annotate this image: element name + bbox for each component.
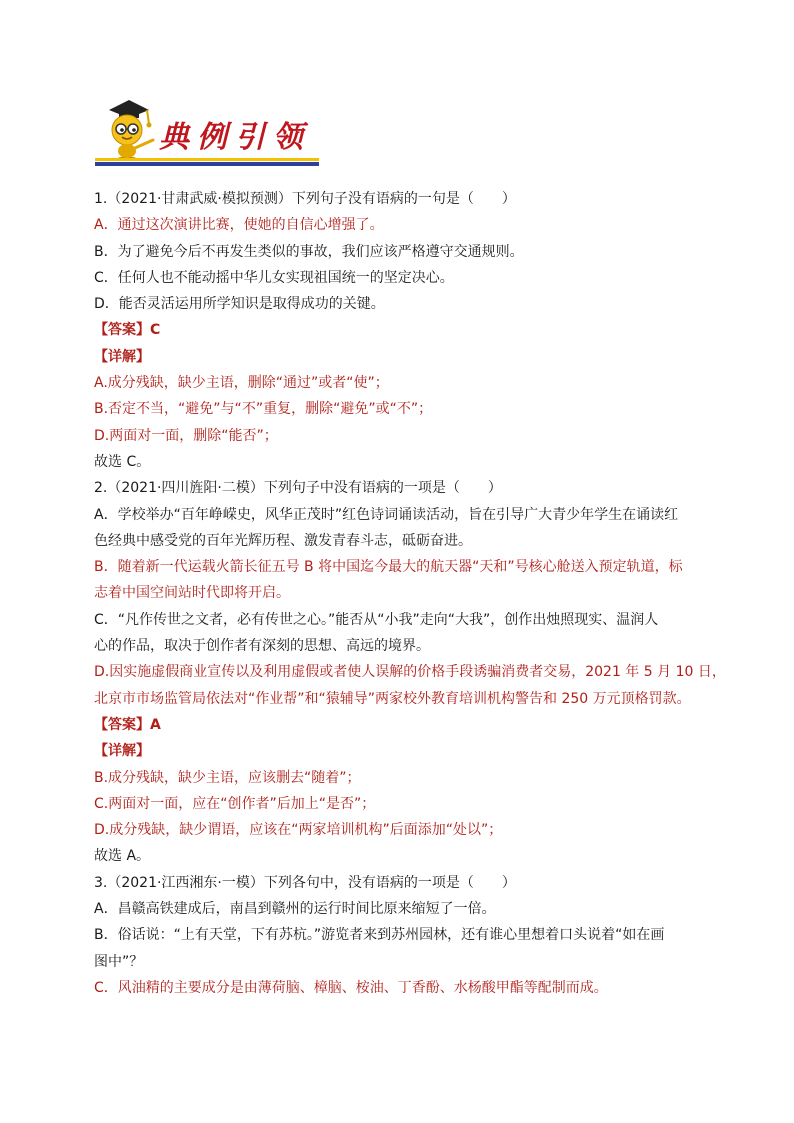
question-2-stem: 2.（2021·四川旌阳·二模）下列句子中没有语病的一项是（ ） [94, 480, 502, 497]
question-2-option-d-line-2: 北京市市场监管局依法对“作业帮”和“猿辅导”两家校外教育培训机构警告和 250 万元顶格罚款。 [94, 690, 691, 707]
question-2-option-a-line-1: A．学校举办“百年峥嵘史，风华正茂时”红色诗词诵读活动，旨在引导广大青少年学生在诵读红 [94, 506, 679, 523]
question-2-explanation-b: B.成分残缺，缺少主语，应该删去“随着”； [94, 769, 361, 786]
banner-underline-blue [95, 162, 319, 166]
question-1-answer: 【答案】C [94, 322, 161, 339]
question-2-option-d-line-1: D.因实施虚假商业宣传以及利用虚假或者使人误解的价格手段诱骗消费者交易，2021 年 5 月 10 日， [94, 664, 726, 681]
mascot-icon [95, 96, 159, 162]
question-3-option-b-line-1: B．俗话说：“上有天堂，下有苏杭。”游览者来到苏州园林，还有谁心里想着口头说着“如在画 [94, 927, 665, 944]
banner-title: 典例引领 [159, 120, 311, 155]
question-3-option-a: A．昌赣高铁建成后，南昌到赣州的运行时间比原来缩短了一倍。 [94, 901, 496, 918]
question-1-detail-heading: 【详解】 [94, 348, 150, 365]
question-2-option-c-line-1: C．“凡作传世之文者，必有传世之心。”能否从“小我”走向“大我”，创作出烛照现实、温润人 [94, 611, 659, 628]
question-3-option-c: C．风油精的主要成分是由薄荷脑、樟脑、桉油、丁香酚、水杨酸甲酯等配制而成。 [94, 979, 608, 996]
question-1-option-b: B．为了避免今后不再发生类似的事故，我们应该严格遵守交通规则。 [94, 243, 524, 260]
question-2-option-b-line-2: 志着中国空间站时代即将开启。 [94, 585, 290, 602]
question-1-stem: 1.（2021·甘肃武威·模拟预测）下列句子没有语病的一句是（ ） [94, 191, 516, 207]
question-1-option-d: D．能否灵活运用所学知识是取得成功的关键。 [94, 296, 385, 313]
banner-underline-yellow [95, 158, 319, 161]
question-1-explanation-a: A.成分残缺，缺少主语，删除“通过”或者“使”； [94, 375, 389, 392]
question-1-explanation-b: B.否定不当，“避免”与“不”重复，删除“避免”或“不”； [94, 401, 433, 418]
question-1-option-a: A．通过这次演讲比赛，使她的自信心增强了。 [94, 217, 384, 234]
question-2-answer: 【答案】A [94, 716, 161, 733]
question-2-option-c-line-2: 心的作品，取决于创作者有深刻的思想、高远的境界。 [94, 638, 430, 655]
question-3-option-b-line-2: 图中”？ [94, 953, 144, 970]
question-list [94, 186, 726, 1001]
question-2-conclusion: 故选 A。 [94, 848, 151, 865]
question-2-option-a-line-2: 色经典中感受党的百年光辉历程、激发青春斗志，砥砺奋进。 [94, 532, 472, 549]
question-3-stem: 3.（2021·江西湘东·一模）下列各句中，没有语病的一项是（ ） [94, 874, 516, 891]
question-2-detail-heading: 【详解】 [94, 743, 150, 760]
section-banner [95, 96, 325, 168]
question-2-explanation-d: D.成分残缺，缺少谓语，应该在“两家培训机构”后面添加“处以”； [94, 822, 503, 839]
question-1-option-c: C．任何人也不能动摇中华儿女实现祖国统一的坚定决心。 [94, 269, 454, 286]
question-1-conclusion: 故选 C。 [94, 453, 151, 470]
question-2-explanation-c: C.两面对一面，应在“创作者”后加上“是否”； [94, 795, 376, 812]
question-2-option-b-line-1: B．随着新一代运载火箭长征五号 B 将中国迄今最大的航天器“天和”号核心舱送入预定轨道，标 [94, 559, 683, 576]
question-1-explanation-d: D.两面对一面，删除“能否”； [94, 427, 278, 444]
